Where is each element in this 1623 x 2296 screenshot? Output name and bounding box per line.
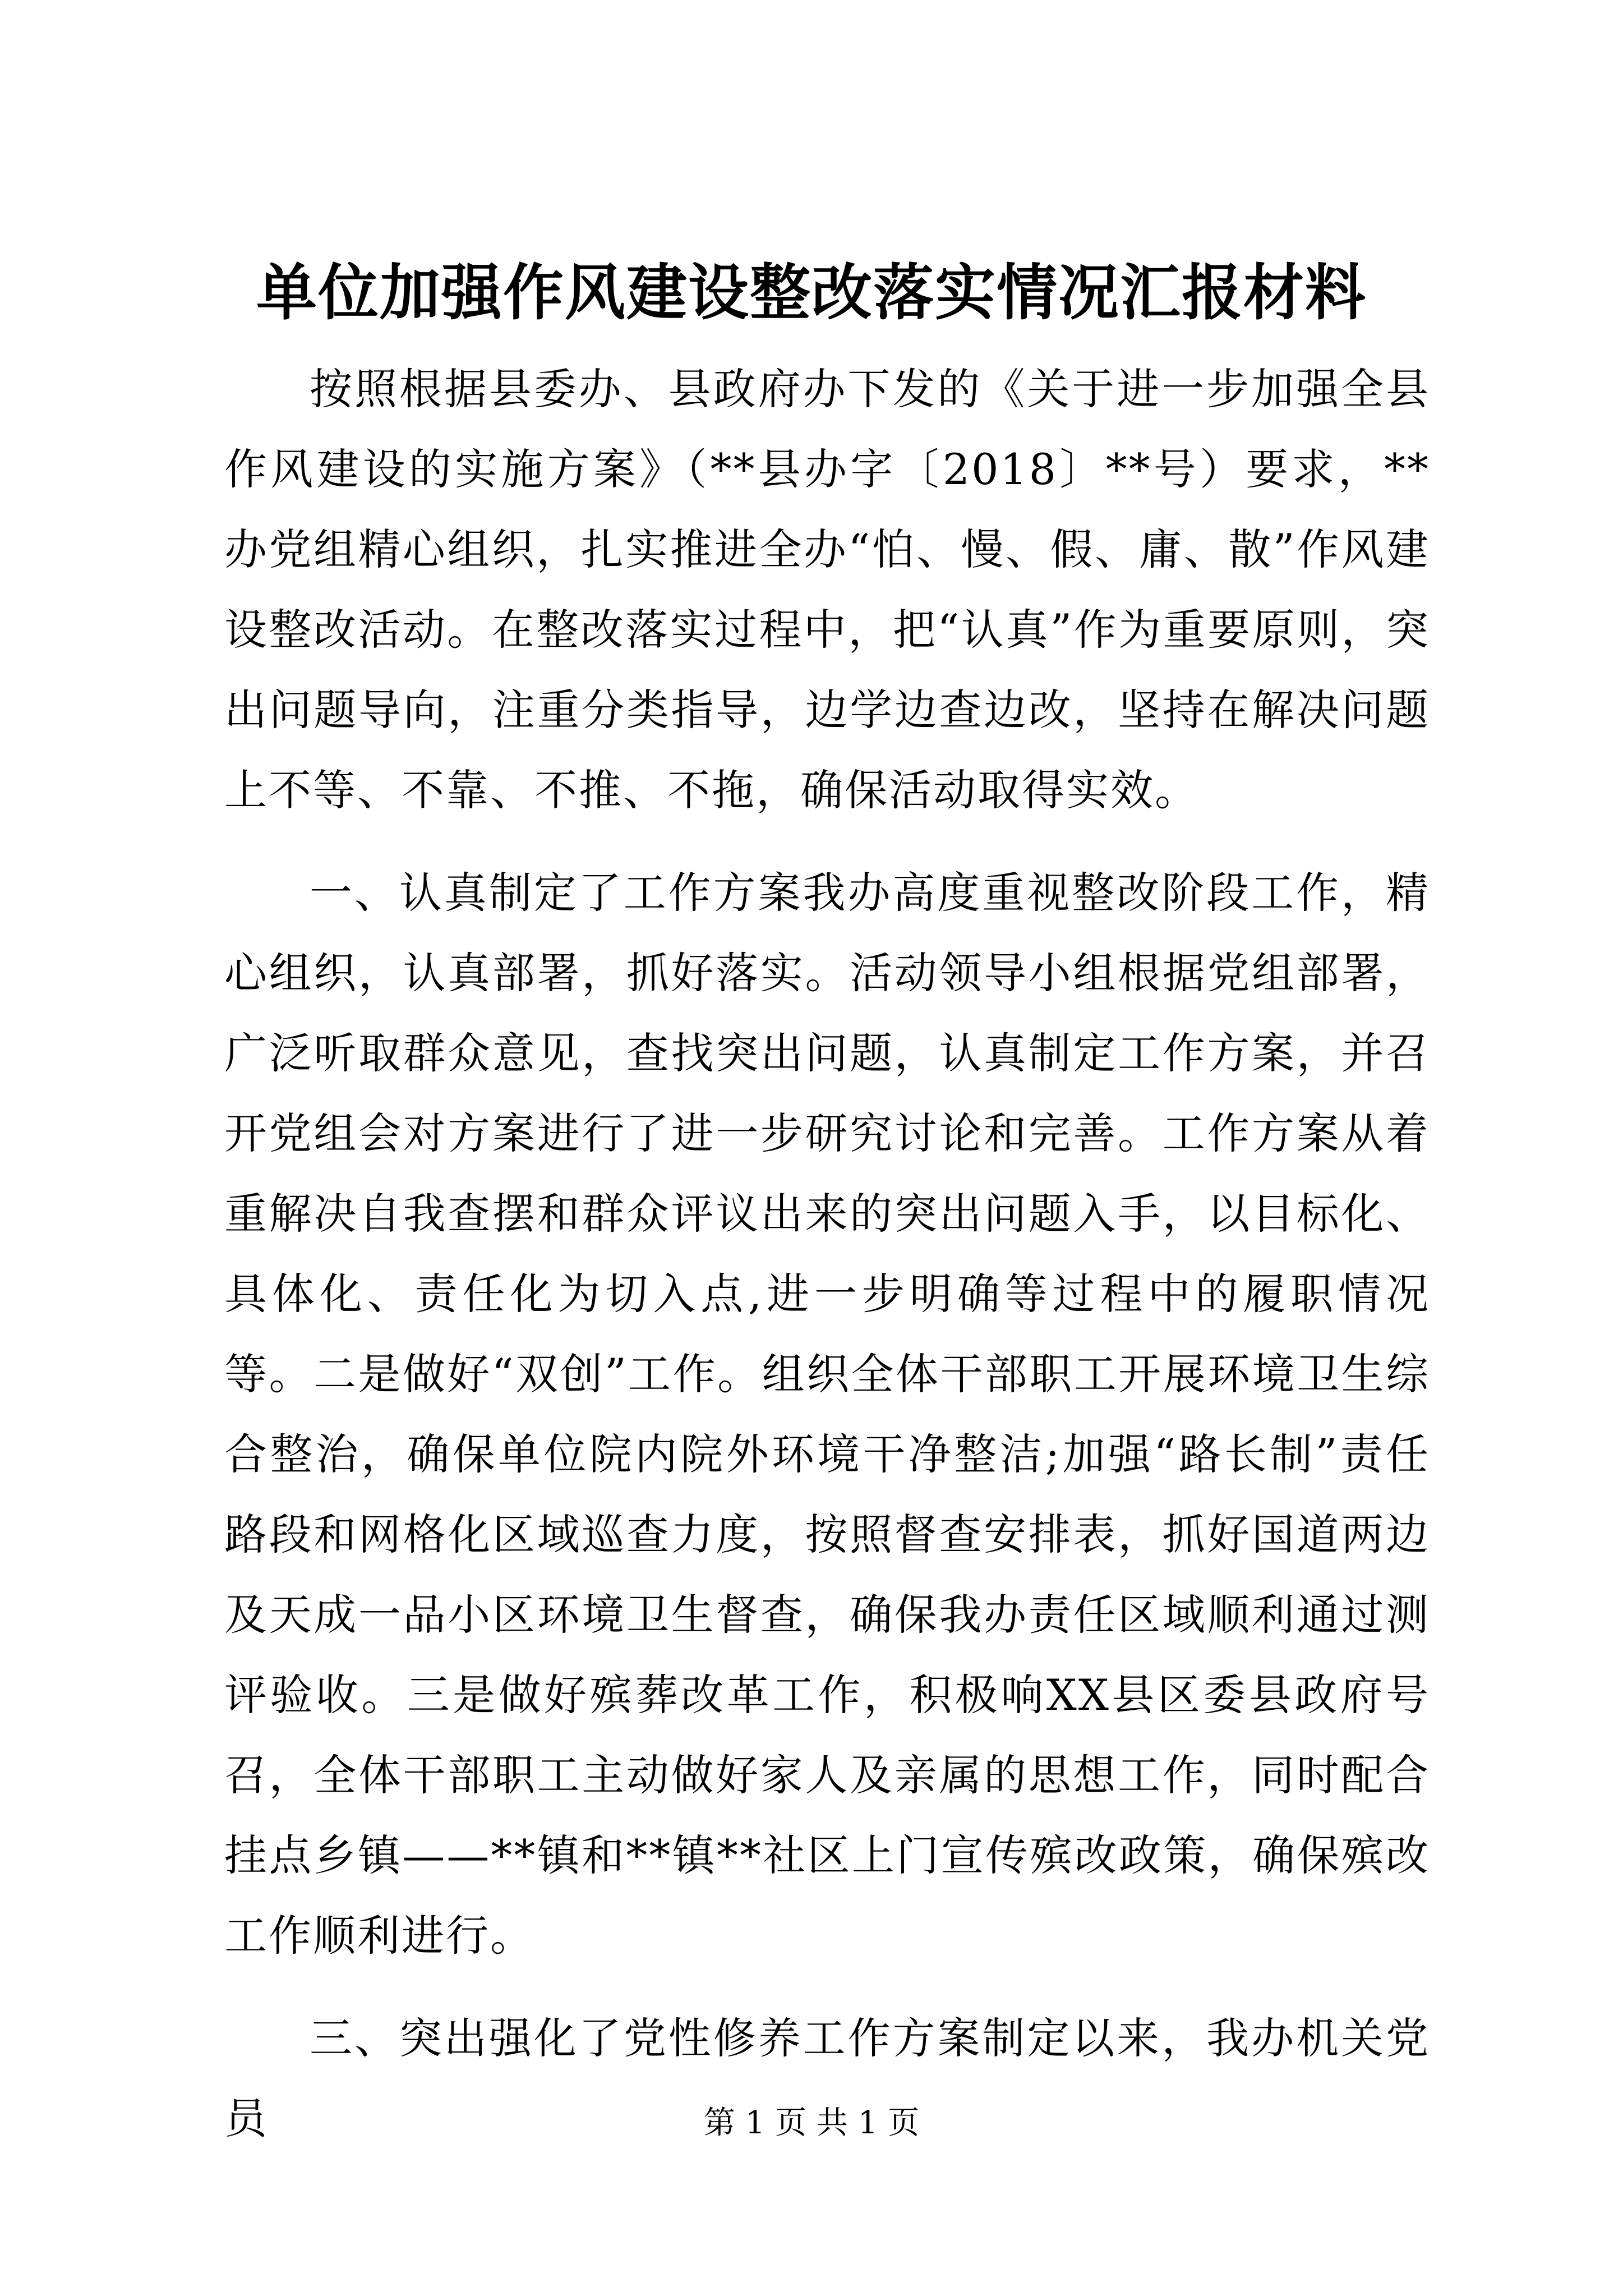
document-title: 单位加强作风建设整改落实情况汇报材料 [256,257,1367,328]
paragraph-intro: 按照根据县委办、县政府办下发的《关于进一步加强全县作风建设的实施方案》（**县办字〔2018〕**号）要求，**办党组精心组织，扎实推进全办“怕、慢、假、庸、散”作风建设整改活动。在整改落实过程中，把“认真”作为重要原则，突出问题导向，注重分类指导，边学边查边改，坚持在解决问题上不等、不靠、不推、不拖，确保活动取得实效。 [224,364,1430,815]
document-body [224,349,1430,2159]
paragraph-section-three: 三、突出强化了党性修养工作方案制定以来，我办机关党员 [224,2013,1430,2143]
paragraph-section-one: 一、认真制定了工作方案我办高度重视整改阶段工作，精心组织，认真部署，抓好落实。活动领导小组根据党组部署，广泛听取群众意见，查找突出问题，认真制定工作方案，并召开党组会对方案进行了进一步研究讨论和完善。工作方案从着重解决自我查摆和群众评议出来的突出问题入手，以目标化、具体化、责任化为切入点,进一步明确等过程中的履职情况等。二是做好“双创”工作。组织全体干部职工开展环境卫生综合整治，确保单位院内院外环境干净整洁;加强“路长制”责任路段和网格化区域巡查力度，按照督查安排表，抓好国道两边及天成一品小区环境卫生督查，确保我办责任区域顺利通过测评验收。三是做好殡葬改革工作，积极响XX县区委县政府号召，全体干部职工主动做好家人及亲属的思想工作，同时配合挂点乡镇——**镇和**镇**社区上门宣传殡改政策，确保殡改工作顺利进行。 [224,868,1430,1961]
page-number-footer: 第 1 页 共 1 页 [703,2105,920,2141]
